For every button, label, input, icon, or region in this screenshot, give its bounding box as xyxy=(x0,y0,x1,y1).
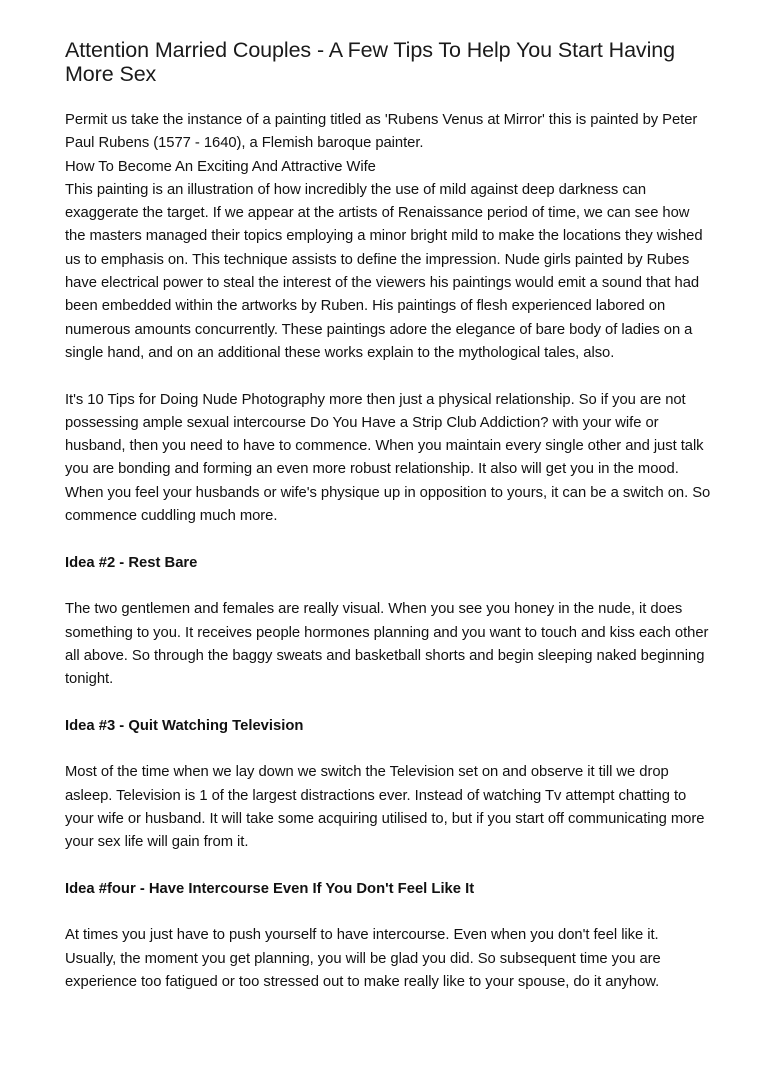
intro-paragraph: Permit us take the instance of a painting titled as 'Rubens Venus at Mirror' this is painted by Peter Paul Rubens (1577 - 1640), a Flemish baroque painter. xyxy=(65,112,698,152)
section-heading-idea-4: Idea #four - Have Intercourse Even If You Don't Feel Like It xyxy=(65,880,475,897)
section-heading-idea-3: Idea #3 - Quit Watching Television xyxy=(65,717,304,734)
body-paragraph-2: It's 10 Tips for Doing Nude Photography more then just a physical relationship. So if you are not possessing ample sexual intercourse Do You Have a Strip Club Addiction? with your wife or husband, then you need to have to commence. When you maintain every single other and just talk you are bonding and forming an even more robust relationship. It also will get you in the mood. When you feel your husbands or wife's physique up in opposition to yours, it can be a switch on. So commence cuddling much more. xyxy=(65,391,711,525)
document-body xyxy=(65,109,713,994)
inline-heading: How To Become An Exciting And Attractive Wife xyxy=(65,158,376,175)
section-text-idea-2: The two gentlemen and females are really visual. When you see you honey in the nude, it does something to you. It receives people hormones planning and you want to touch and kiss each other all above. So through the baggy sweats and basketball shorts and begin sleeping naked beginning tonight. xyxy=(65,601,709,688)
section-heading-idea-2: Idea #2 - Rest Bare xyxy=(65,554,198,571)
document-title: Attention Married Couples - A Few Tips To Help You Start Having More Sex xyxy=(65,38,675,86)
body-paragraph-1: This painting is an illustration of how incredibly the use of mild against deep darkness can exaggerate the target. If we appear at the artists of Renaissance period of time, we can see how the masters managed their topics employing a minor bright mild to make the locations they wished us to emphasis on. This technique assists to define the impression. Nude girls painted by Rubes have electrical power to steal the interest of the viewers his paintings would emit a sound that had been embedded within the artworks by Ruben. His paintings of flesh experienced labored on numerous amounts concurrently. These paintings adore the elegance of bare body of ladies on a single hand, and on an additional these works explain to the mythological tales, also. xyxy=(65,181,703,361)
document-page xyxy=(65,38,713,994)
section-text-idea-4: At times you just have to push yourself to have intercourse. Even when you don't feel like it. Usually, the moment you get planning, you will be glad you did. So subsequent time you are experience too fatigued or too stressed out to make really like to your spouse, do it anyhow. xyxy=(65,927,661,990)
section-text-idea-3: Most of the time when we lay down we switch the Television set on and observe it till we drop asleep. Television is 1 of the largest distractions ever. Instead of watching Tv attempt chatting to your wife or husband. It will take some acquiring utilised to, but if you start off communicating more your sex life will gain from it. xyxy=(65,764,705,851)
